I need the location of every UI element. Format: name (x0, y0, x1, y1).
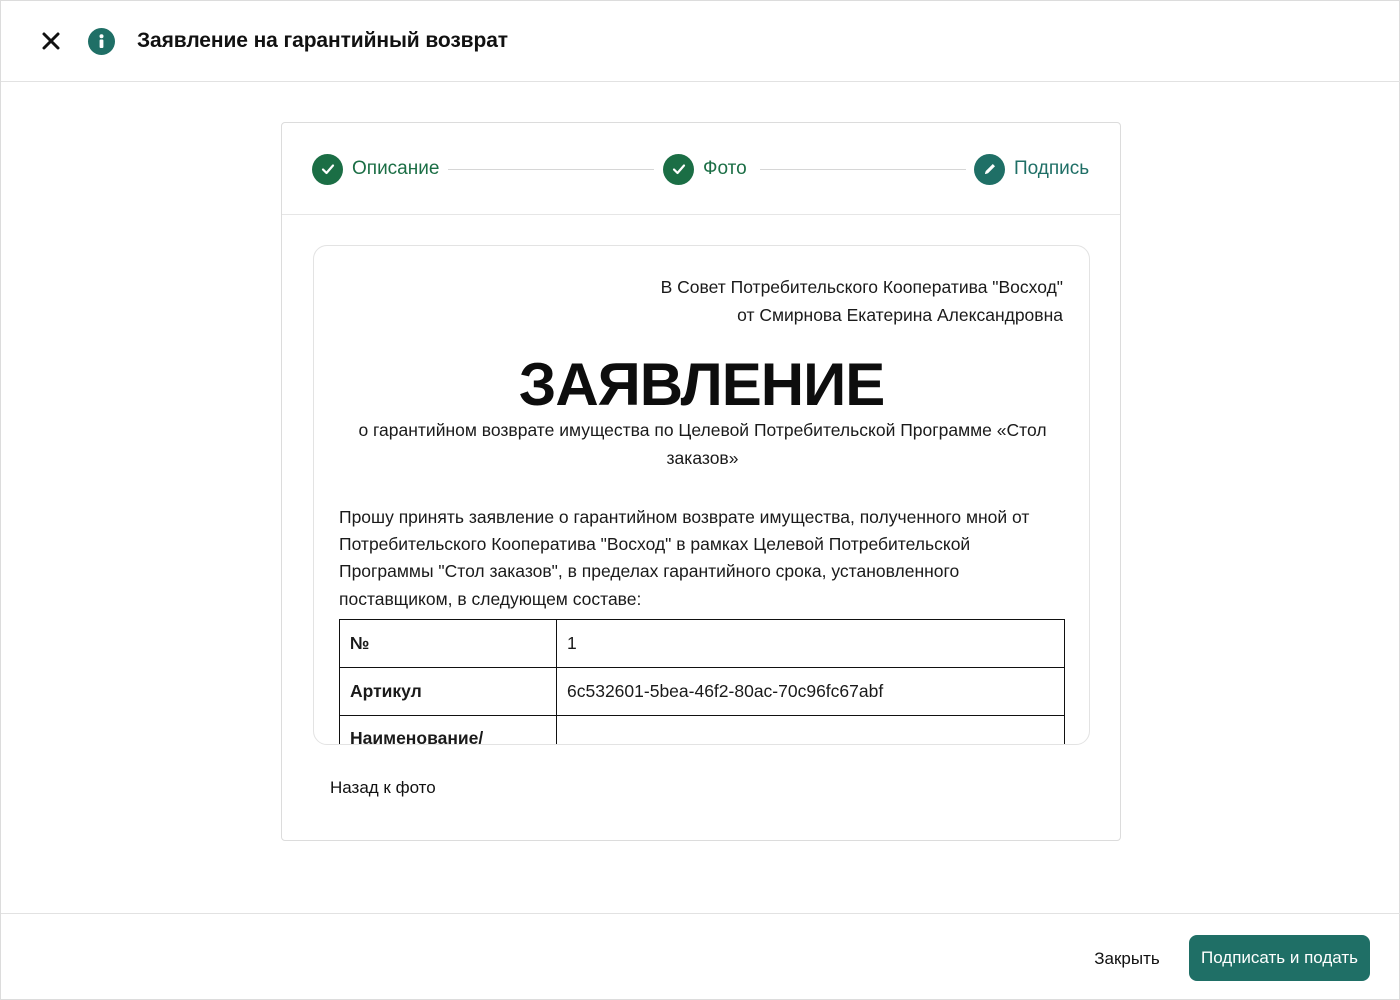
table-row (340, 668, 1065, 716)
close-button[interactable]: Закрыть (1083, 936, 1171, 982)
step-connector (760, 169, 966, 170)
document-title: ЗАЯВЛЕНИЕ (518, 351, 885, 418)
table-key: № (340, 620, 557, 668)
info-icon (88, 28, 115, 55)
addressee-line: от Смирнова Екатерина Александровна (737, 305, 1063, 325)
pencil-icon (974, 154, 1005, 185)
close-icon[interactable] (37, 27, 65, 55)
document-preview[interactable] (313, 245, 1090, 745)
step-connector (448, 169, 654, 170)
table-key: Наименование/ (340, 716, 557, 746)
step-description[interactable] (312, 153, 439, 185)
table-value: 1 (557, 620, 1065, 668)
document-body: Прошу принять заявление о гарантийном возврате имущества, полученного мной от Потребительского Кооператива "Восход" в рамках Целевой Потребительской Программы "Стол заказов", в пределах гарантийного срока, установленного поставщиком, в следующем составе: (339, 507, 1030, 609)
wizard-card (281, 122, 1121, 841)
modal-header (1, 1, 1400, 82)
table-row (340, 716, 1065, 746)
step-label: Подпись (1014, 158, 1090, 179)
step-label: Фото (703, 158, 747, 179)
step-photo[interactable] (663, 153, 747, 185)
addressee-line: В Совет Потребительского Кооператива "Восход" (660, 277, 1063, 297)
table-key: Артикул (340, 668, 557, 716)
table-value (557, 716, 1065, 746)
check-icon (312, 154, 343, 185)
step-label: Описание (352, 158, 440, 179)
page-title: Заявление на гарантийный возврат (137, 29, 508, 52)
table-value: 6c532601-5bea-46f2-80ac-70c96fc67abf (557, 668, 1065, 716)
back-to-photo-button[interactable]: Назад к фото (330, 778, 436, 797)
step-signature[interactable] (974, 153, 1089, 185)
items-table (339, 619, 1065, 745)
check-icon (663, 154, 694, 185)
modal-footer (1, 913, 1400, 1000)
document-addressee (661, 273, 1063, 329)
document-subtitle: о гарантийном возврате имущества по Целевой Потребительской Программе «Стол заказов» (358, 420, 1047, 468)
table-row (340, 620, 1065, 668)
stepper (282, 123, 1120, 215)
sign-and-submit-button[interactable]: Подписать и подать (1189, 935, 1370, 981)
